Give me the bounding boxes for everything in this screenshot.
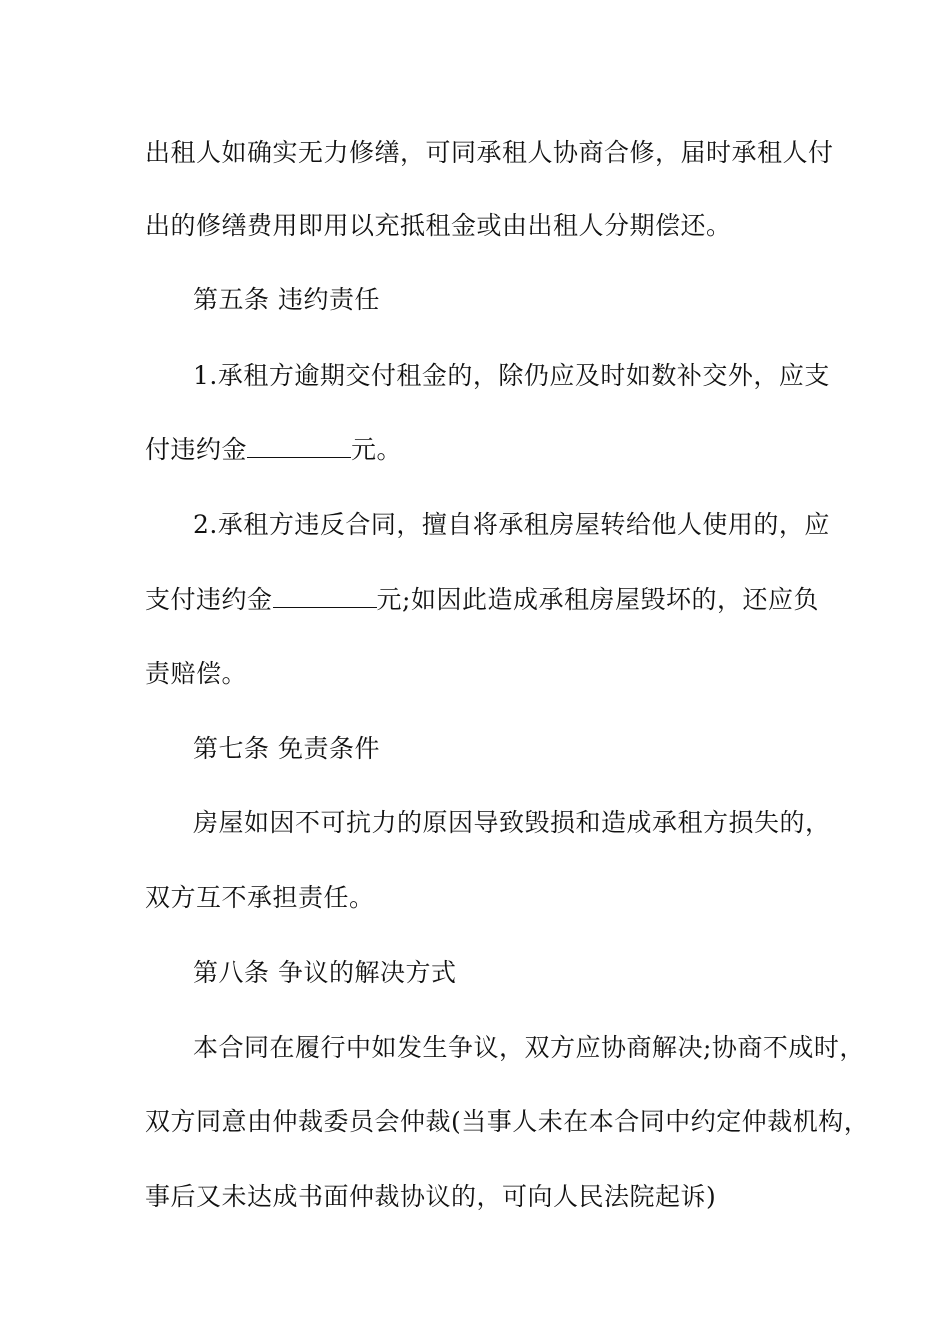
text-line: 责赔偿。 [145, 659, 248, 688]
fill-in-blank [247, 435, 351, 458]
text-fragment: 元;如因此造成承租房屋毁坏的，还应负 [376, 585, 819, 614]
text-line: 2.承租方违反合同，擅自将承租房屋转给他人使用的，应 [193, 510, 830, 539]
text-line [145, 585, 819, 615]
text-line: 本合同在履行中如发生争议，双方应协商解决;协商不成时， [193, 1033, 865, 1062]
text-line: 出租人如确实无力修缮，可同承租人协商合修，届时承租人付 [145, 138, 834, 167]
text-line: 1.承租方逾期交付租金的，除仍应及时如数补交外，应支 [193, 361, 830, 390]
text-fragment: 支付违约金 [145, 585, 273, 614]
fill-in-blank [273, 585, 377, 608]
text-line: 双方同意由仲裁委员会仲裁(当事人未在本合同中约定仲裁机构， [145, 1107, 870, 1136]
section-heading: 第七条 免责条件 [193, 734, 380, 763]
text-line: 双方互不承担责任。 [145, 883, 375, 912]
text-line: 房屋如因不可抗力的原因导致毁损和造成承租方损失的， [193, 808, 831, 837]
text-line: 事后又未达成书面仲裁协议的，可向人民法院起诉) [145, 1182, 717, 1211]
text-fragment: 付违约金 [145, 435, 248, 464]
text-line: 出的修缮费用即用以充抵租金或由出租人分期偿还。 [145, 211, 732, 240]
text-line [145, 435, 815, 465]
text-fragment: 元。 [351, 435, 403, 464]
section-heading: 第八条 争议的解决方式 [193, 958, 457, 987]
section-heading: 第五条 违约责任 [193, 285, 380, 314]
